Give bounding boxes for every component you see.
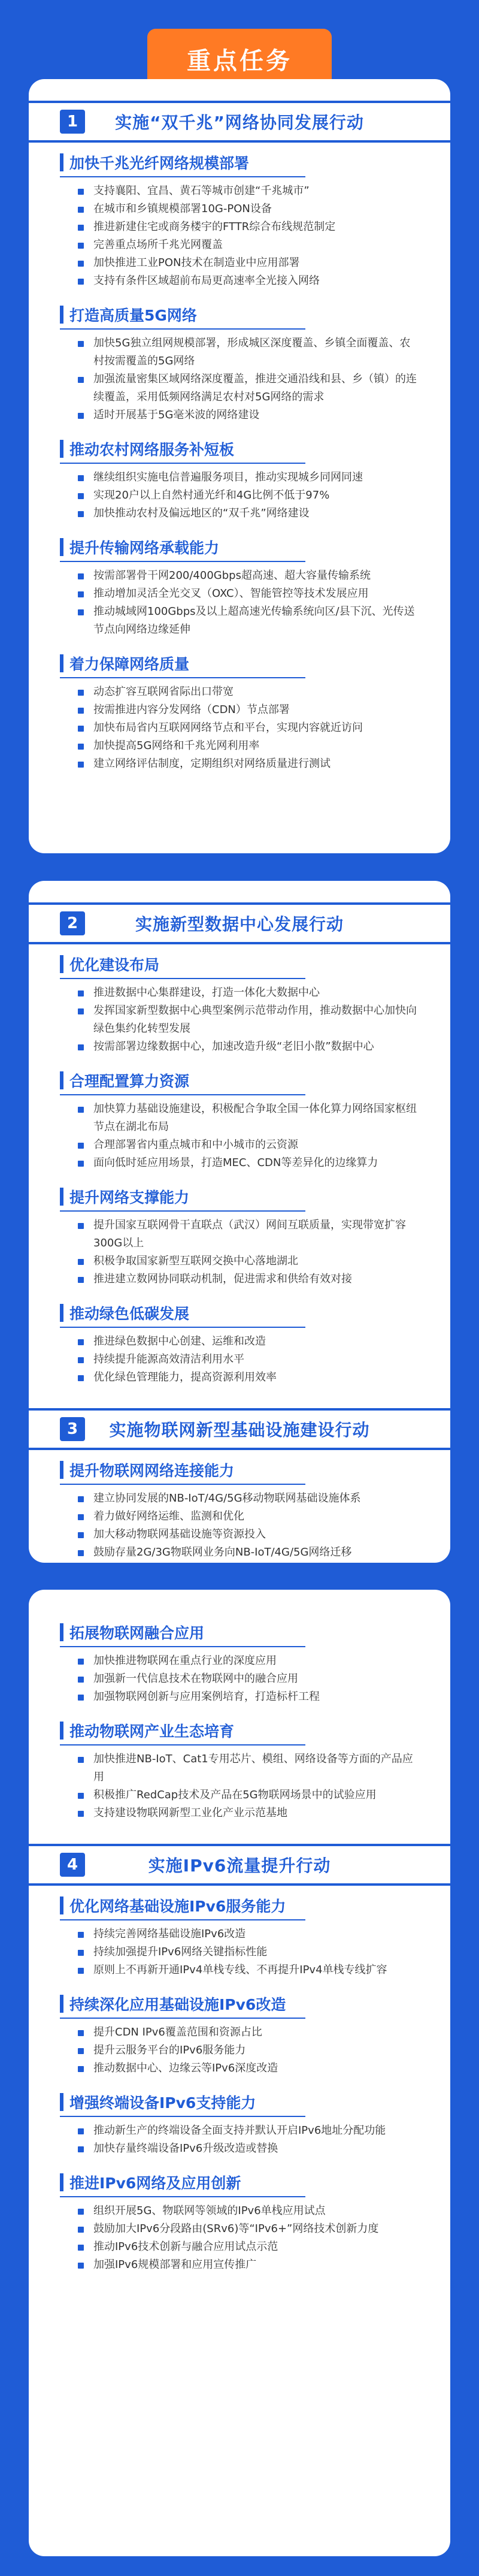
list-item: 动态扩容互联网省际出口带宽 [78, 683, 419, 701]
task-group [60, 1894, 419, 1979]
list-item: 原则上不再新开通IPv4单栈专线、不再提升IPv4单栈专线扩容 [78, 1961, 419, 1979]
group-item-list [60, 1100, 419, 1172]
group-item-list [60, 1925, 419, 1979]
list-item: 加快布局省内互联网网络节点和平台，实现内容就近访问 [78, 719, 419, 737]
group-title-underline [60, 463, 305, 464]
section-title-text: 实施IPv6流量提升行动 [148, 1856, 331, 1876]
group-title: 增强终端设备IPv6支持能力 [69, 2094, 256, 2112]
task-group [60, 1185, 419, 1288]
group-header [60, 151, 419, 174]
group-title: 着力保障网络质量 [69, 656, 190, 673]
group-title-underline [60, 561, 305, 562]
section-number: 1 [60, 110, 85, 134]
group-title: 优化网络基础设施IPv6服务能力 [69, 1898, 286, 1915]
list-item: 支持建设物联网新型工业化产业示范基地 [78, 1804, 419, 1822]
group-item-list [60, 1652, 419, 1706]
group-header [60, 437, 419, 460]
page-title-banner: 重点任务 [147, 29, 332, 89]
task-group [60, 1301, 419, 1387]
group-title: 合理配置算力资源 [69, 1073, 190, 1090]
list-item: 推动数据中心、边缘云等IPv6深度改造 [78, 2059, 419, 2077]
list-item: 面向低时延应用场景，打造MEC、CDN等差异化的边缘算力 [78, 1154, 419, 1172]
list-item: 加快推进工业PON技术在制造业中应用部署 [78, 254, 419, 272]
group-marker-bar [60, 654, 63, 672]
group-title-underline [60, 1210, 305, 1212]
group-header [60, 1458, 419, 1481]
list-item: 推动城域网100Gbps及以上超高速光传输系统向区/县下沉、光传送节点向网络边缘延伸 [78, 603, 419, 639]
list-item: 发挥国家新型数据中心典型案例示范带动作用，推动数据中心加快向绿色集约化转型发展 [78, 1002, 419, 1038]
group-item-list [60, 182, 419, 290]
group-title: 优化建设布局 [69, 956, 160, 974]
group-marker-bar [60, 1623, 63, 1641]
list-item: 建立协同发展的NB-IoT/4G/5G移动物联网基础设施体系 [78, 1490, 419, 1508]
group-item-list [60, 1216, 419, 1288]
group-header [60, 1301, 419, 1324]
group-header [60, 1185, 419, 1208]
list-item: 加强新一代信息技术在物联网中的融合应用 [78, 1670, 419, 1688]
list-item: 推进建立数网协同联动机制，促进需求和供给有效对接 [78, 1270, 419, 1288]
group-title-underline [60, 176, 305, 177]
list-item: 组织开展5G、物联网等领域的IPv6单栈应用试点 [78, 2202, 419, 2220]
list-item: 加快5G独立组网规模部署，形成城区深度覆盖、乡镇全面覆盖、农村按需覆盖的5G网络 [78, 334, 419, 370]
list-item: 支持有条件区域超前布局更高速率全光接入网络 [78, 272, 419, 290]
list-item: 按需推进内容分发网络（CDN）节点部署 [78, 701, 419, 719]
list-item: 提升国家互联网骨干直联点（武汉）网间互联质量，实现带宽扩容300G以上 [78, 1216, 419, 1252]
section-title [29, 1408, 450, 1450]
section-groups [60, 1621, 419, 1822]
task-group [60, 151, 419, 290]
list-item: 鼓励加大IPv6分段路由(SRv6)等“IPv6+”网络技术创新力度 [78, 2220, 419, 2238]
list-item: 在城市和乡镇规模部署10G-PON设备 [78, 200, 419, 218]
list-item: 提升云服务平台的IPv6服务能力 [78, 2042, 419, 2059]
list-item: 推进新建住宅或商务楼宇的FTTR综合布线规范制定 [78, 218, 419, 236]
list-item: 继续组织实施电信普遍服务项目，推动实现城乡同网同速 [78, 469, 419, 487]
section-groups [60, 953, 419, 1387]
group-item-list [60, 2024, 419, 2077]
list-item: 积极争取国家新型互联网交换中心落地湖北 [78, 1252, 419, 1270]
section-block [60, 881, 419, 1387]
group-item-list [60, 2122, 419, 2158]
list-item: 持续完善网络基础设施IPv6改造 [78, 1925, 419, 1943]
group-marker-bar [60, 955, 63, 973]
group-title-underline [60, 2196, 305, 2197]
task-group [60, 1992, 419, 2077]
group-title-underline [60, 1919, 305, 1920]
group-marker-bar [60, 306, 63, 324]
group-title-underline [60, 677, 305, 678]
group-header [60, 1894, 419, 1917]
group-header [60, 652, 419, 675]
section-number: 3 [60, 1417, 85, 1441]
task-group [60, 1621, 419, 1706]
group-title-underline [60, 1646, 305, 1647]
group-marker-bar [60, 2173, 63, 2191]
group-title: 推动绿色低碳发展 [69, 1305, 190, 1322]
section-card-3-continued-4 [29, 1590, 450, 2556]
list-item: 推动IPv6技术创新与融合应用试点示范 [78, 2238, 419, 2256]
section-title-text: 实施物联网新型基础设施建设行动 [109, 1420, 370, 1440]
group-marker-bar [60, 1461, 63, 1479]
group-marker-bar [60, 1304, 63, 1322]
section-title [29, 1844, 450, 1886]
task-group [60, 437, 419, 523]
list-item: 加快存量终端设备IPv6升级改造或替换 [78, 2140, 419, 2158]
group-title: 提升物联网网络连接能力 [69, 1462, 235, 1479]
section-number: 4 [60, 1853, 85, 1877]
group-header [60, 1621, 419, 1644]
list-item: 加快推进NB-IoT、Cat1专用芯片、模组、网络设备等方面的产品应用 [78, 1750, 419, 1786]
group-title: 推动物联网产业生态培育 [69, 1723, 235, 1740]
group-title: 加快千兆光纤网络规模部署 [69, 155, 250, 172]
group-item-list [60, 334, 419, 424]
list-item: 按需部署边缘数据中心，加速改造升级“老旧小散”数据中心 [78, 1038, 419, 1056]
section-title [29, 902, 450, 944]
task-group [60, 303, 419, 424]
group-item-list [60, 683, 419, 773]
list-item: 持续提升能源高效清洁利用水平 [78, 1351, 419, 1369]
task-group [60, 1719, 419, 1822]
task-group [60, 1458, 419, 1562]
list-item: 优化绿色管理能力，提高资源利用效率 [78, 1369, 419, 1387]
group-header [60, 303, 419, 326]
section-title-text: 实施新型数据中心发展行动 [135, 914, 344, 934]
group-title-underline [60, 978, 305, 979]
group-title-underline [60, 1744, 305, 1745]
list-item: 加快推动农村及偏远地区的“双千兆”网络建设 [78, 505, 419, 523]
list-item: 鼓励存量2G/3G物联网业务向NB-IoT/4G/5G网络迁移 [78, 1544, 419, 1562]
list-item: 合理部署省内重点城市和中小城市的云资源 [78, 1136, 419, 1154]
group-item-list [60, 1333, 419, 1387]
group-marker-bar [60, 153, 63, 171]
group-marker-bar [60, 1995, 63, 2013]
group-item-list [60, 1750, 419, 1822]
list-item: 积极推广RedCap技术及产品在5G物联网场景中的试验应用 [78, 1786, 419, 1804]
section-groups [60, 1894, 419, 2274]
group-title-underline [60, 1094, 305, 1095]
section-groups [60, 151, 419, 773]
group-item-list [60, 567, 419, 639]
section-block [60, 79, 419, 773]
list-item: 完善重点场所千兆光网覆盖 [78, 236, 419, 254]
list-item: 适时开展基于5G毫米波的网络建设 [78, 406, 419, 424]
group-item-list [60, 984, 419, 1056]
group-marker-bar [60, 1071, 63, 1089]
group-title-underline [60, 2116, 305, 2117]
list-item: 实现20户以上自然村通光纤和4G比例不低于97% [78, 487, 419, 505]
group-title-underline [60, 1484, 305, 1485]
group-header [60, 1992, 419, 2015]
group-marker-bar [60, 440, 63, 458]
group-marker-bar [60, 2093, 63, 2111]
section-groups [60, 1458, 419, 1562]
list-item: 推进绿色数据中心创建、运维和改造 [78, 1333, 419, 1351]
task-group [60, 2091, 419, 2158]
list-item: 推动新生产的终端设备全面支持并默认开启IPv6地址分配功能 [78, 2122, 419, 2140]
group-title: 推动农村网络服务补短板 [69, 441, 235, 458]
section-card-1 [29, 79, 450, 853]
group-item-list [60, 469, 419, 523]
group-marker-bar [60, 1188, 63, 1206]
task-group [60, 953, 419, 1056]
section-title-text: 实施“双千兆”网络协同发展行动 [115, 113, 364, 132]
group-item-list [60, 2202, 419, 2274]
list-item: 提升CDN IPv6覆盖范围和资源占比 [78, 2024, 419, 2042]
section-block [60, 1387, 419, 1562]
list-item: 建立网络评估制度，定期组织对网络质量进行测试 [78, 755, 419, 773]
list-item: 加强物联网创新与应用案例培育，打造标杆工程 [78, 1688, 419, 1706]
group-header [60, 536, 419, 558]
group-title: 持续深化应用基础设施IPv6改造 [69, 1996, 286, 2013]
group-header [60, 2171, 419, 2194]
list-item: 持续加强提升IPv6网络关键指标性能 [78, 1943, 419, 1961]
task-group [60, 536, 419, 639]
task-group [60, 2171, 419, 2274]
list-item: 加快提高5G网络和千兆光网利用率 [78, 737, 419, 755]
list-item: 着力做好网络运维、监测和优化 [78, 1508, 419, 1526]
group-title: 提升网络支撑能力 [69, 1189, 190, 1206]
list-item: 推进数据中心集群建设，打造一体化大数据中心 [78, 984, 419, 1002]
group-title: 推进IPv6网络及应用创新 [69, 2175, 241, 2192]
group-header [60, 1069, 419, 1092]
group-marker-bar [60, 538, 63, 556]
list-item: 支持襄阳、宜昌、黄石等城市创建“千兆城市” [78, 182, 419, 200]
list-item: 加快推进物联网在重点行业的深度应用 [78, 1652, 419, 1670]
section-block [60, 1590, 419, 1822]
section-block [60, 1822, 419, 2274]
group-title: 拓展物联网融合应用 [69, 1624, 205, 1642]
list-item: 加强流量密集区域网络深度覆盖，推进交通沿线和县、乡（镇）的连续覆盖，采用低频网络满足农村对5G网络的需求 [78, 370, 419, 406]
list-item: 加强IPv6规模部署和应用宣传推广 [78, 2256, 419, 2274]
group-header [60, 2091, 419, 2113]
list-item: 加快算力基础设施建设，积极配合争取全国一体化算力网络国家枢纽节点在湖北布局 [78, 1100, 419, 1136]
section-card-2 [29, 881, 450, 1563]
group-title-underline [60, 328, 305, 330]
group-header [60, 953, 419, 976]
group-item-list [60, 1490, 419, 1562]
group-marker-bar [60, 1896, 63, 1914]
section-title [29, 101, 450, 143]
group-title-underline [60, 1327, 305, 1328]
group-title: 打造高质量5G网络 [69, 307, 197, 324]
list-item: 按需部署骨干网200/400Gbps超高速、超大容量传输系统 [78, 567, 419, 585]
list-item: 推动增加灵活全光交叉（OXC）、智能管控等技术发展应用 [78, 585, 419, 603]
task-group [60, 652, 419, 773]
list-item: 加大移动物联网基础设施等资源投入 [78, 1526, 419, 1544]
section-number: 2 [60, 911, 85, 935]
task-group [60, 1069, 419, 1172]
group-title-underline [60, 2018, 305, 2019]
group-marker-bar [60, 1722, 63, 1740]
group-title: 提升传输网络承载能力 [69, 539, 220, 557]
group-header [60, 1719, 419, 1742]
